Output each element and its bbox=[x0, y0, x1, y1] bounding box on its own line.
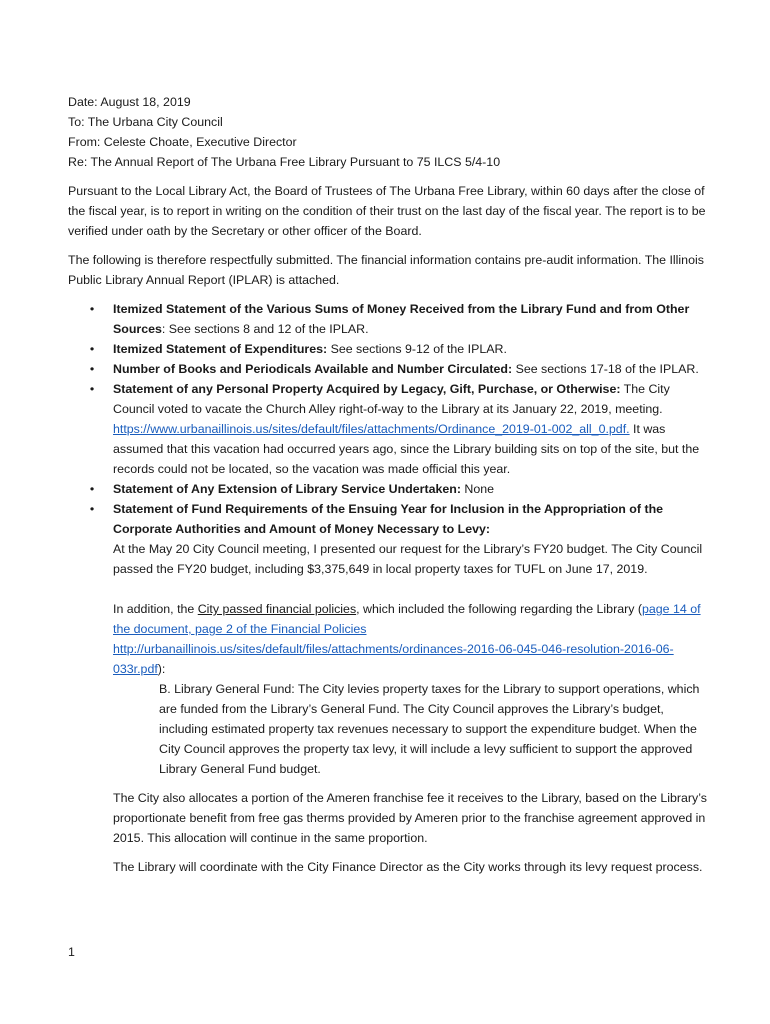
page-number: 1 bbox=[68, 945, 75, 959]
resolution-url-link[interactable]: http://urbanaillinois.us/sites/default/files/attachments/ordinances-2016-06-045-046-resolution-2016-06-033r.pdf bbox=[113, 642, 674, 676]
item-heading: Number of Books and Periodicals Available and Number Circulated: bbox=[113, 362, 513, 376]
policies-link[interactable]: City passed financial policies bbox=[197, 602, 357, 616]
memo-from: From: Celeste Choate, Executive Director bbox=[68, 135, 297, 149]
coordinate-paragraph: The Library will coordinate with the City Finance Director as the City works through its levy request process. bbox=[113, 860, 703, 874]
item-text: : See sections 8 and 12 of the IPLAR. bbox=[161, 322, 369, 336]
item-text: At the May 20 City Council meeting, I presented our request for the Library’s FY20 budget. The City Council passed the FY20 budget, including $3,375,649 in local property taxes for TUFL on June 17, 2019. bbox=[113, 542, 703, 576]
item-heading: Statement of Fund Requirements of the Ensuing Year for Inclusion in the Appropriation of the Corporate Authorities and Amount of Money Necessary to Levy: bbox=[113, 502, 664, 536]
memo-subject: Re: The Annual Report of The Urbana Free Library Pursuant to 75 ILCS 5/4-10 bbox=[68, 155, 501, 169]
submitted-paragraph: The following is therefore respectfully submitted. The financial information contains pre-audit information. The Illinois Public Library Annual Report (IPLAR) is attached. bbox=[68, 253, 704, 287]
policies-paragraph bbox=[113, 599, 708, 679]
general-fund-quote: B. Library General Fund: The City levies property taxes for the Library to support operations, which are funded from the Library’s General Fund. The City Council approves the Library’s budget, including estimated property tax revenues necessary to support the expenditure budget. When the City Council approves the property tax levy, it will include a levy sufficient to support the approved Library General Fund budget. bbox=[159, 682, 700, 776]
item-heading: Statement of Any Extension of Library Service Undertaken: bbox=[113, 482, 461, 496]
bullet-icon: • bbox=[89, 302, 95, 316]
list-item bbox=[68, 379, 708, 479]
policies-close: ): bbox=[157, 662, 166, 676]
bullet-icon: • bbox=[89, 502, 95, 516]
list-item bbox=[68, 299, 708, 339]
page-reference-link[interactable]: page 14 of the document, page 2 of the Financial Policies bbox=[113, 602, 701, 636]
intro-paragraph: Pursuant to the Local Library Act, the Board of Trustees of The Urbana Free Library, within 60 days after the close of the fiscal year, is to report in writing on the condition of their trust on the last day of the fiscal year. The report is to be verified under oath by the Secretary or other officer of the Board. bbox=[68, 184, 706, 238]
item-text: See sections 9-12 of the IPLAR. bbox=[327, 342, 507, 356]
item-heading: Itemized Statement of Expenditures: bbox=[113, 342, 328, 356]
ordinance-link[interactable]: https://www.urbanaillinois.us/sites/default/files/attachments/Ordinance_2019-01-002_all_0.pdf. bbox=[113, 422, 630, 436]
bullet-icon: • bbox=[89, 362, 95, 376]
item-text: The City Council voted to vacate the Church Alley right-of-way to the Library at its January 22, 2019, meeting. bbox=[113, 382, 670, 416]
ameren-paragraph: The City also allocates a portion of the Ameren franchise fee it receives to the Library, based on the Library’s proportionate benefit from free gas therms provided by Ameren prior to the franchise agreement approved in 2015. This allocation will continue in the same proportion. bbox=[113, 791, 707, 845]
list-item bbox=[68, 359, 708, 379]
list-item bbox=[68, 499, 708, 579]
list-item bbox=[68, 479, 708, 499]
memo-to: To: The Urbana City Council bbox=[68, 115, 223, 129]
bullet-icon: • bbox=[89, 482, 95, 496]
policies-lead: In addition, the bbox=[113, 602, 198, 616]
list-item bbox=[68, 339, 708, 359]
policies-mid: , which included the following regarding the Library ( bbox=[356, 602, 642, 616]
additional-section bbox=[68, 579, 708, 679]
item-text: See sections 17-18 of the IPLAR. bbox=[512, 362, 699, 376]
closing-section bbox=[68, 788, 708, 877]
item-heading: Statement of any Personal Property Acquired by Legacy, Gift, Purchase, or Otherwise: bbox=[113, 382, 621, 396]
item-text-continued: It was assumed that this vacation had occurred years ago, since the Library building sits on top of the site, but the records could not be located, so the vacation was made official this year. bbox=[113, 422, 700, 476]
bullet-icon: • bbox=[89, 342, 95, 356]
report-items-list bbox=[68, 299, 708, 579]
item-text: None bbox=[460, 482, 495, 496]
item-heading: Itemized Statement of the Various Sums of Money Received from the Library Fund and from Other Sources bbox=[113, 302, 690, 336]
bullet-icon: • bbox=[89, 382, 95, 396]
memo-date: Date: August 18, 2019 bbox=[68, 95, 191, 109]
memo-page bbox=[68, 92, 708, 877]
